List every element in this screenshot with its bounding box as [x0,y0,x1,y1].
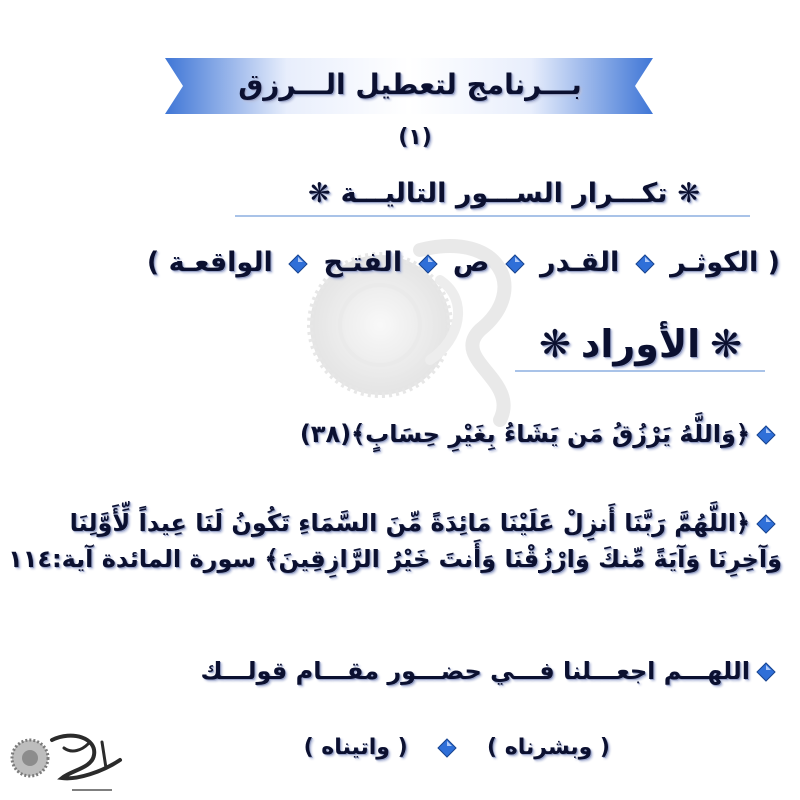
signature-logo-icon [2,720,127,800]
part-number: (١) [398,125,432,150]
blue-diamond-icon [418,254,438,274]
verse-text: ﴿وَاللَّهُ يَرْزُقُ مَن يَشَاءُ بِغَيْرِ حِسَابٍ﴾(٣٨) [299,420,750,448]
close-paren: ) [146,247,160,278]
surah-list [147,247,780,278]
surah-item: ص [452,247,490,278]
asterisk-flower-icon: ❋ [677,178,700,209]
verse-text: ﴿اللَّهُمَّ رَبَّنَا أَنزِلْ عَلَيْنَا مَائِدَةً مِّنَ السَّمَاءِ تَكُونُ لَنَا عِيداً لِّأَوَّلِنَا وَآخِرِنَا وَآيَةً مِّنكَ وَارْزُقْنَا وَأَنتَ خَيْرُ الرَّازِقِينَ﴾ سورة المائدة آية:١١٤ [8,509,782,573]
divider [235,215,750,217]
phrase-item: ( واتيناه ) [303,735,408,760]
verse-text: اللهـــم اجعـــلنا فـــي حضـــور مقـــام قولـــك [200,657,750,685]
blue-diamond-icon [288,254,308,274]
asterisk-flower-icon: ❋ [710,322,742,366]
blue-diamond-icon [505,254,525,274]
blue-diamond-icon [756,514,776,534]
surah-item: الواقعـة [168,247,273,278]
surah-item: القـدر [540,247,620,278]
divider [515,370,765,372]
blue-diamond-icon [756,425,776,445]
section-heading-awrad [529,322,752,366]
surah-item: الكوثـر [670,247,759,278]
open-paren: ( [767,247,780,278]
blue-diamond-icon [756,662,776,682]
list-item [7,505,782,577]
asterisk-flower-icon: ❋ [538,322,571,366]
final-phrases [304,735,610,760]
section-heading-text: تكـــرار الســـور التاليـــة [340,178,668,209]
list-item [201,657,782,685]
blue-diamond-icon [635,254,655,274]
blue-diamond-icon [437,738,457,758]
section-heading-repeat-surahs [298,178,710,209]
watermark-seal-icon [300,210,550,440]
section-heading-text: الأوراد [580,322,701,366]
page-title: بـــرنامج لتعطيل الـــرزق [238,68,582,101]
phrase-item: ( وبشرناه ) [487,735,610,760]
list-item [300,420,782,448]
surah-item: الفتـح [323,247,403,278]
asterisk-flower-icon: ❋ [308,178,331,209]
